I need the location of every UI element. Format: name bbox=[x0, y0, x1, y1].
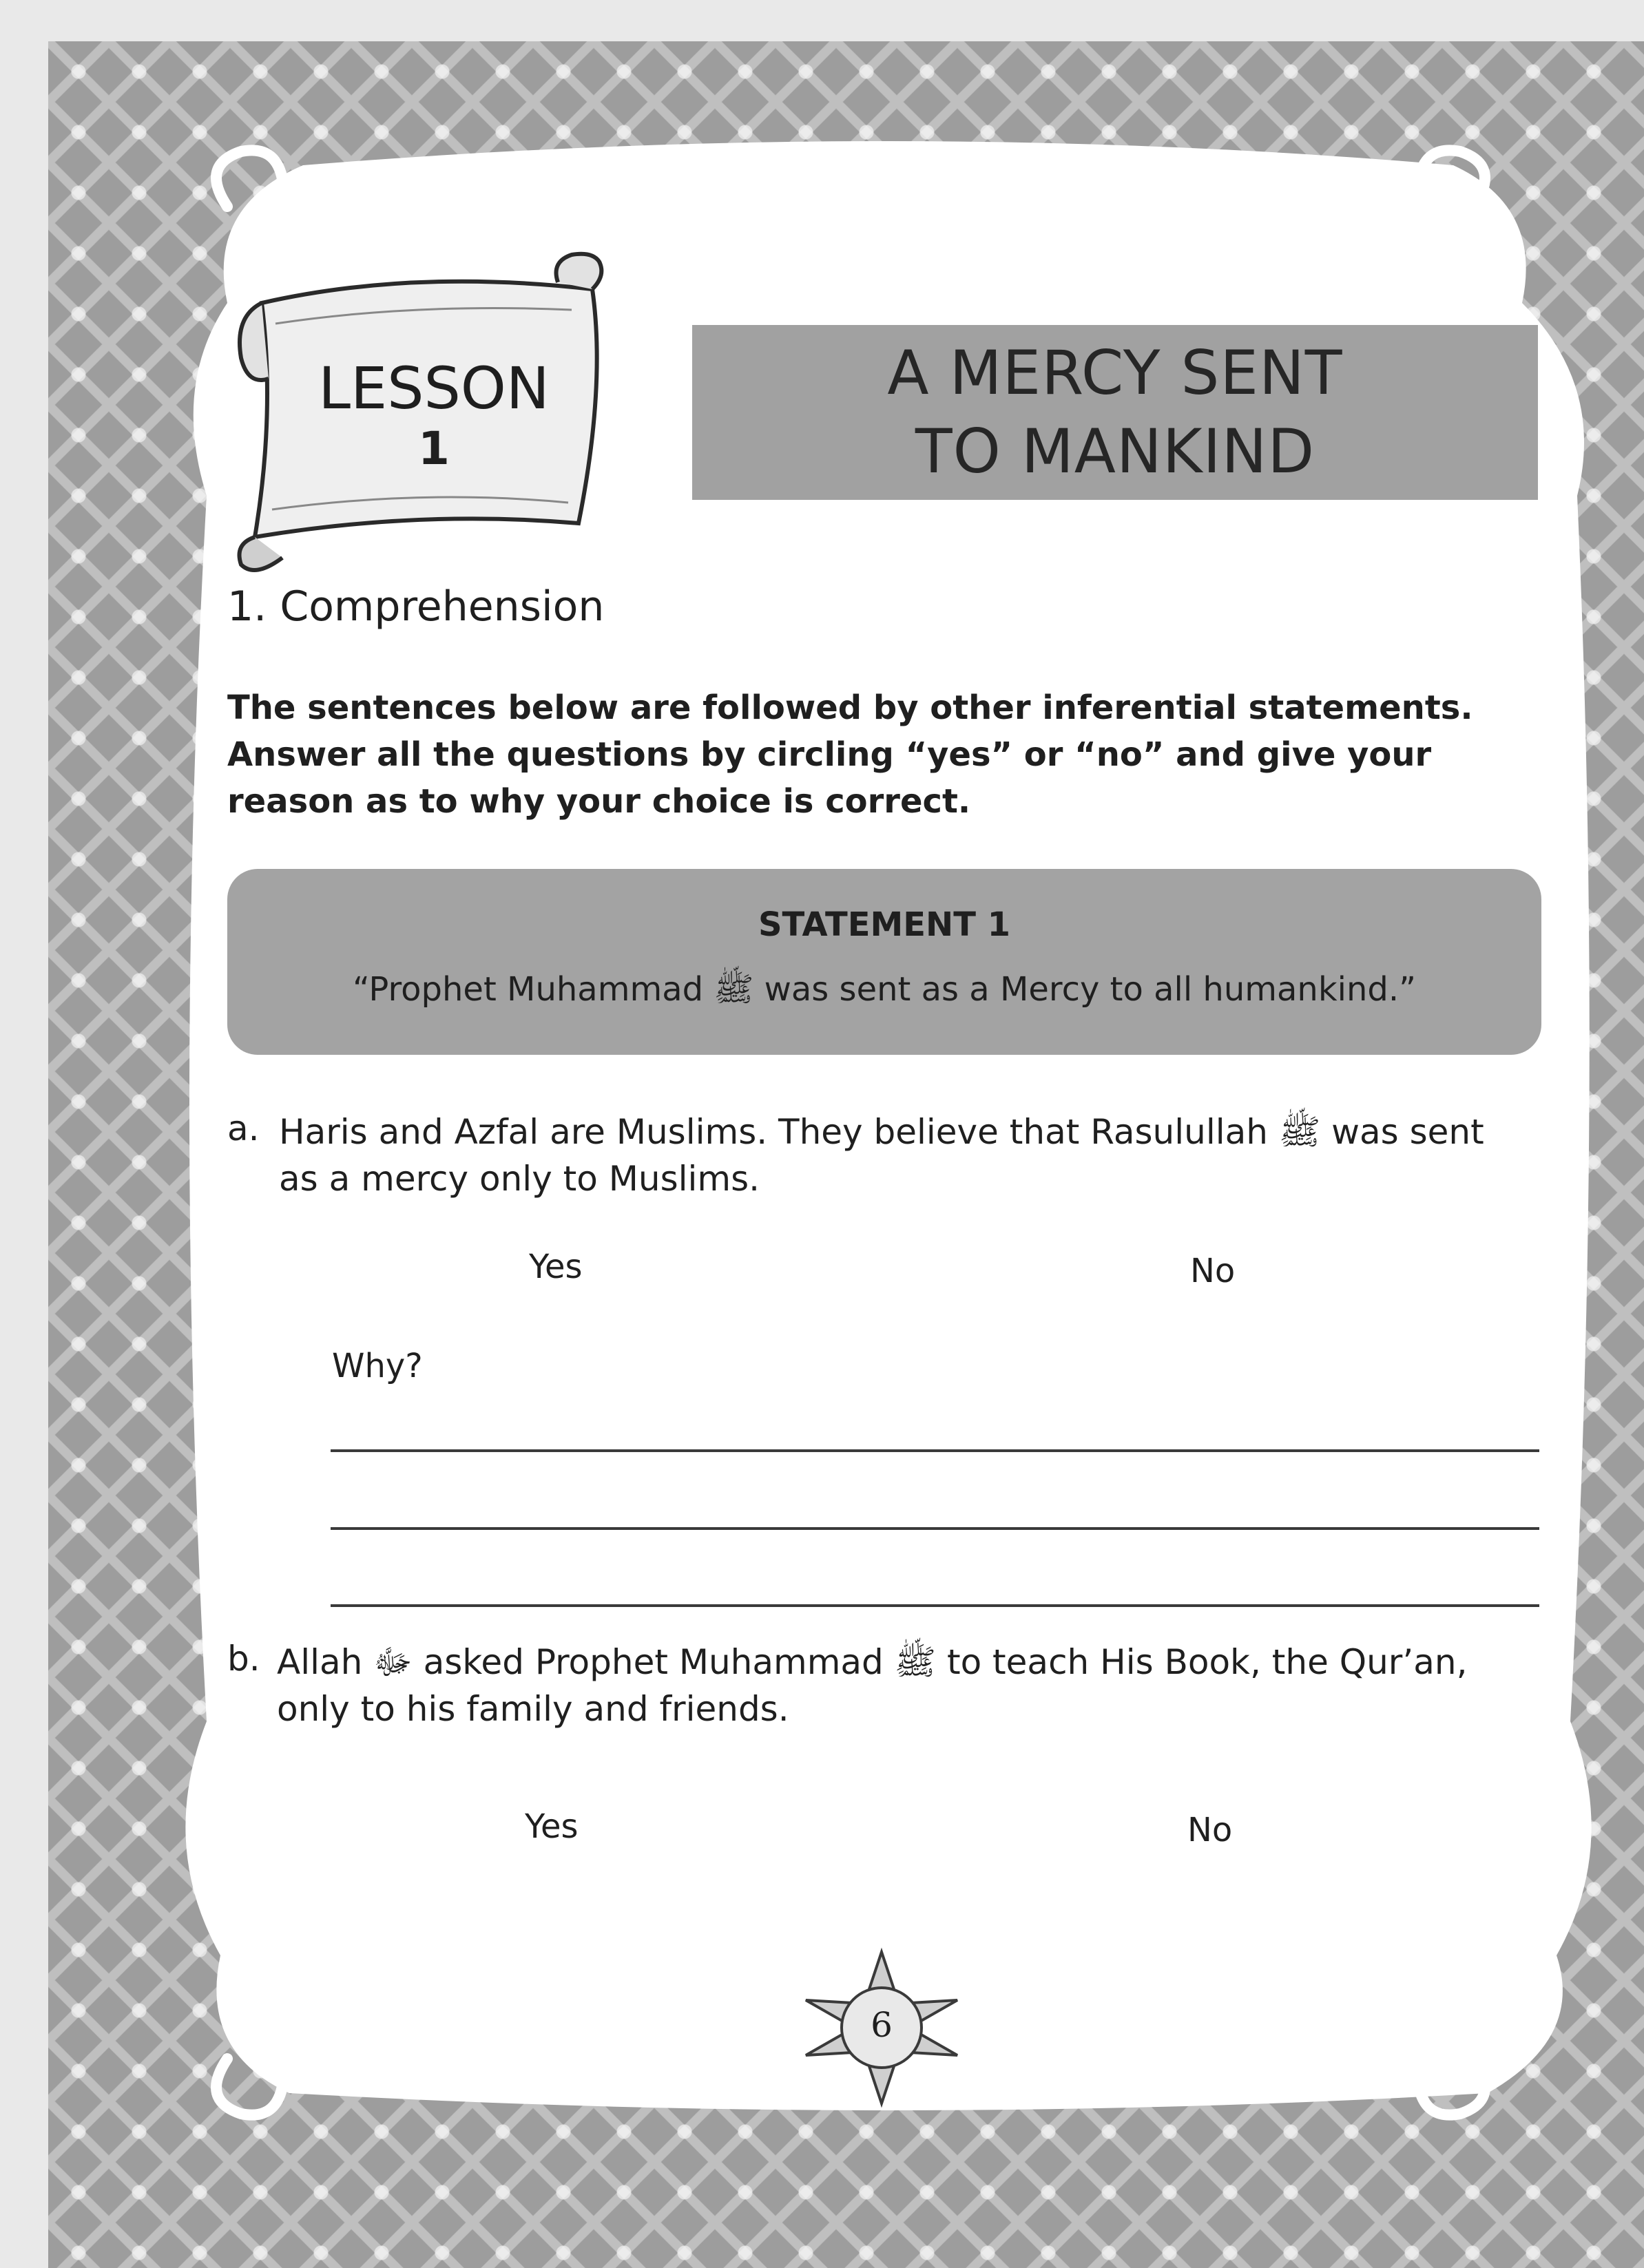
instruction-line: reason as to why your choice is correct. bbox=[227, 782, 971, 821]
question-a-letter: a. bbox=[227, 1109, 260, 1148]
lesson-title-box bbox=[692, 325, 1538, 500]
lesson-word: LESSON bbox=[318, 355, 550, 422]
question-a-text bbox=[279, 1109, 1553, 1202]
corner-curl-top-left bbox=[216, 150, 283, 207]
lesson-number: 1 bbox=[418, 422, 450, 475]
statement-text: “Prophet Muhammad ﷺ was sent as a Mercy to all humankind.” bbox=[353, 970, 1416, 1009]
statement-box bbox=[227, 869, 1541, 1055]
question-a-no-option[interactable]: No bbox=[1190, 1252, 1236, 1290]
instructions bbox=[227, 684, 1536, 825]
question-a-why-label: Why? bbox=[332, 1347, 423, 1385]
question-b-no-option[interactable]: No bbox=[1187, 1811, 1233, 1849]
statement-title: STATEMENT 1 bbox=[758, 905, 1011, 944]
question-b-letter: b. bbox=[227, 1639, 260, 1679]
title-line-1: A MERCY SENT bbox=[887, 337, 1343, 408]
answer-line[interactable] bbox=[331, 1604, 1539, 1607]
question-line: only to his family and friends. bbox=[277, 1689, 789, 1729]
section-heading: 1. Comprehension bbox=[227, 582, 605, 631]
lesson-label bbox=[296, 355, 572, 475]
page-number: 6 bbox=[871, 2005, 893, 2045]
question-a-yes-option[interactable]: Yes bbox=[529, 1248, 583, 1286]
question-b-yes-option[interactable]: Yes bbox=[525, 1807, 579, 1846]
instruction-line: Answer all the questions by circling “yes” or “no” and give your bbox=[227, 735, 1432, 774]
answer-line[interactable] bbox=[331, 1527, 1539, 1530]
question-line: Allah ﷻ asked Prophet Muhammad ﷺ to teach His Book, the Qur’an, bbox=[277, 1642, 1468, 1682]
question-line: Haris and Azfal are Muslims. They believe that Rasulullah ﷺ was sent bbox=[279, 1112, 1484, 1152]
question-line: as a mercy only to Muslims. bbox=[279, 1159, 760, 1199]
question-b-text bbox=[277, 1639, 1551, 1732]
answer-line[interactable] bbox=[331, 1449, 1539, 1452]
instruction-line: The sentences below are followed by other inferential statements. bbox=[227, 689, 1473, 727]
title-line-2: TO MANKIND bbox=[915, 416, 1315, 487]
